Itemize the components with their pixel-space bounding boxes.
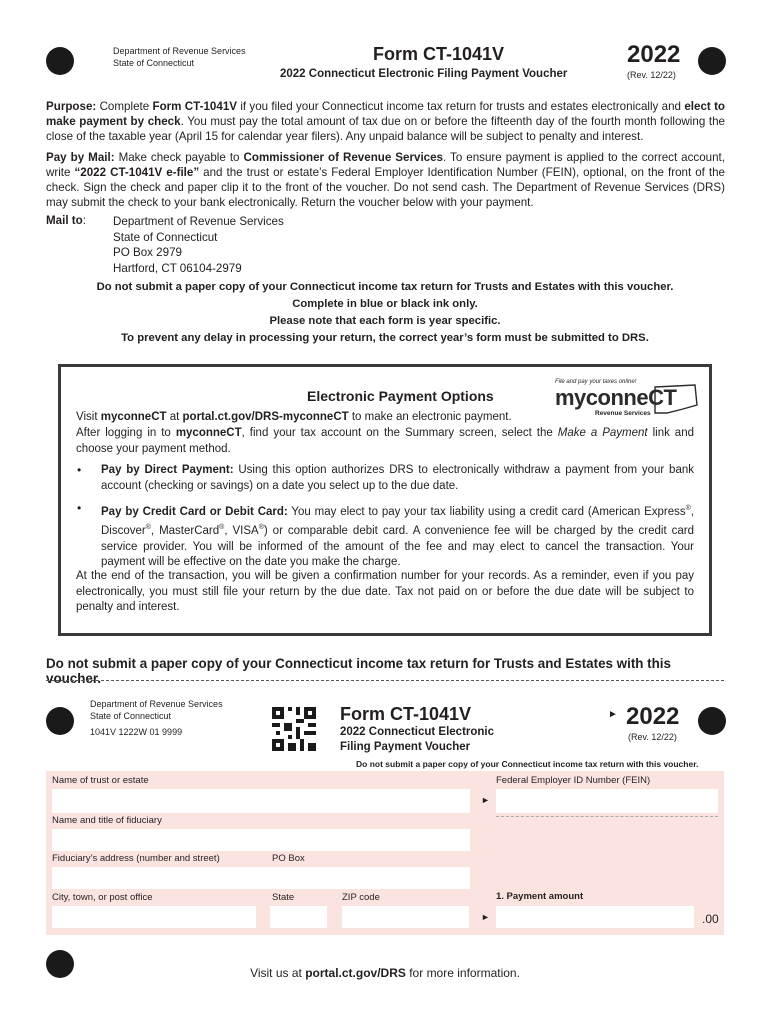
mail-to-label: Mail to:: [46, 214, 86, 227]
fiduciary-input[interactable]: [52, 829, 470, 851]
registration-mark: [698, 707, 726, 735]
name-label: Name of trust or estate: [52, 775, 149, 786]
city-input[interactable]: [52, 906, 256, 928]
bullet-icon: •: [77, 501, 82, 515]
mail-to-address: [113, 214, 284, 276]
voucher-form-title: Form CT-1041V: [340, 704, 472, 724]
payment-amount-input[interactable]: [496, 906, 694, 928]
logo-wordmark: myconneCT: [555, 385, 677, 410]
arrow-icon: ►: [608, 709, 618, 720]
voucher-subtitle: [340, 725, 494, 755]
zip-input[interactable]: [342, 906, 469, 928]
notice-ink: Complete in blue or black ink only.: [292, 298, 478, 310]
cut-line: [46, 680, 724, 681]
voucher-notice: Do not submit a paper copy of your Connecticut income tax return with this voucher.: [356, 759, 699, 769]
dept-line: State of Connecticut: [90, 711, 172, 721]
voucher-department: [90, 698, 223, 722]
pay-by-mail-paragraph: Pay by Mail: Make check payable to Commissioner of Revenue Services. To ensure payment is applied to the correct account, write “2022 CT-1041V e-file” and the trust or estate’s Federal Employer Identification Number (FEIN), optional, on the front of the check. Sign the check and paper clip it to the front of the voucher. Do not send cash. The Department of Revenue Services (DRS) may submit the check to your bank electronically. Return the voucher below with your payment.: [46, 151, 725, 209]
notice-no-paper-copy: Do not submit a paper copy of your Connecticut income tax return for Trusts and Estates with this voucher.: [96, 281, 674, 293]
address-line: Hartford, CT 06104-2979: [113, 261, 242, 275]
voucher-revision: (Rev. 12/22): [628, 732, 677, 742]
fein-label: Federal Employer ID Number (FEIN): [496, 775, 651, 786]
registration-mark: [698, 47, 726, 75]
notice-year-specific: Please note that each form is year specific.: [269, 315, 501, 327]
arrow-icon: ►: [481, 795, 490, 805]
trust-name-input[interactable]: [52, 789, 470, 813]
revision-date: (Rev. 12/22): [627, 70, 676, 80]
form-title: Form CT-1041V: [373, 44, 505, 64]
pobox-label: PO Box: [272, 853, 305, 864]
logo-tagline: File and pay your taxes online!: [555, 379, 637, 385]
header-department: [113, 45, 246, 69]
notice-correct-year: To prevent any delay in processing your return, the correct year’s form must be submitted to DRS.: [121, 332, 649, 344]
epay-direct-payment: Pay by Direct Payment: Using this option authorizes DRS to electronically withdraw a payment from your bank account (checking or savings) on a date you select up to the due date.: [101, 464, 694, 492]
registration-mark: [46, 707, 74, 735]
voucher-year: 2022: [626, 703, 680, 730]
address-line: Department of Revenue Services: [113, 215, 284, 228]
footer-text: Visit us at portal.ct.gov/DRS for more information.: [250, 966, 520, 980]
bottom-notice: Do not submit a paper copy of your Connecticut income tax return for Trusts and Estates with this voucher.: [46, 656, 671, 686]
electronic-payment-box: [58, 364, 712, 636]
dept-line: State of Connecticut: [113, 58, 195, 68]
fein-input[interactable]: [496, 789, 718, 813]
fiduciary-label: Name and title of fiduciary: [52, 815, 162, 826]
voucher-code: 1041V 1222W 01 9999: [90, 727, 183, 737]
arrow-icon: ►: [481, 912, 490, 922]
fein-divider: [496, 816, 718, 817]
epay-visit: Visit myconneCT at portal.ct.gov/DRS-myconneCT to make an electronic payment.: [76, 411, 512, 423]
purpose-paragraph: Purpose: Complete Form CT-1041V if you filed your Connecticut income tax return for trusts and estates electronically and elect to make payment by check. You must pay the total amount of tax due on or before the fifteenth day of the fourth month following the close of the taxable year (April 15 for calendar year filers). Any unpaid balance will be subject to penalty and interest.: [46, 100, 726, 143]
qr-code-icon: [272, 707, 316, 751]
logo-subtitle: Revenue Services: [595, 410, 651, 417]
dept-line: Department of Revenue Services: [113, 46, 246, 56]
epay-credit-card: Pay by Credit Card or Debit Card: You may elect to pay your tax liability using a credit card (American Express®, Discover®, MasterCard®, VISA®) or comparable debit card. A convenience fee will be charged by the credit card service provider. You will be informed of the amount of the fee and may elect to cancel the transaction. Your payment will be effective on the date you make the charge.: [101, 505, 694, 569]
form-subtitle: 2022 Connecticut Electronic Filing Payment Voucher: [280, 68, 568, 80]
subtitle-line: 2022 Connecticut Electronic: [340, 726, 495, 738]
city-label: City, town, or post office: [52, 892, 153, 903]
address-line: State of Connecticut: [113, 230, 218, 244]
payment-amount-label: 1. Payment amount: [496, 891, 584, 902]
dept-line: Department of Revenue Services: [90, 699, 223, 709]
address-label: Fiduciary’s address (number and street): [52, 853, 220, 864]
state-label: State: [272, 892, 295, 903]
registration-mark: [46, 47, 74, 75]
bullet-icon: •: [77, 463, 82, 477]
zip-label: ZIP code: [342, 892, 380, 903]
epay-instructions: After logging in to myconneCT, find your tax account on the Summary screen, select the Make a Payment link and choose your payment method.: [76, 427, 694, 455]
state-input[interactable]: [270, 906, 327, 928]
epay-title: Electronic Payment Options: [307, 388, 494, 404]
epay-closing: At the end of the transaction, you will be given a confirmation number for your records. As a reminder, even if you pay electronically, you must still file your return by the due date. Tax not paid on or before the due date will be subject to penalty and interest.: [76, 570, 694, 613]
voucher-form: [46, 771, 724, 935]
address-input[interactable]: [52, 867, 470, 889]
subtitle-line: Filing Payment Voucher: [340, 741, 471, 753]
address-line: PO Box 2979: [113, 246, 182, 259]
cents-suffix: .00: [702, 912, 719, 926]
form-year: 2022: [627, 41, 681, 68]
